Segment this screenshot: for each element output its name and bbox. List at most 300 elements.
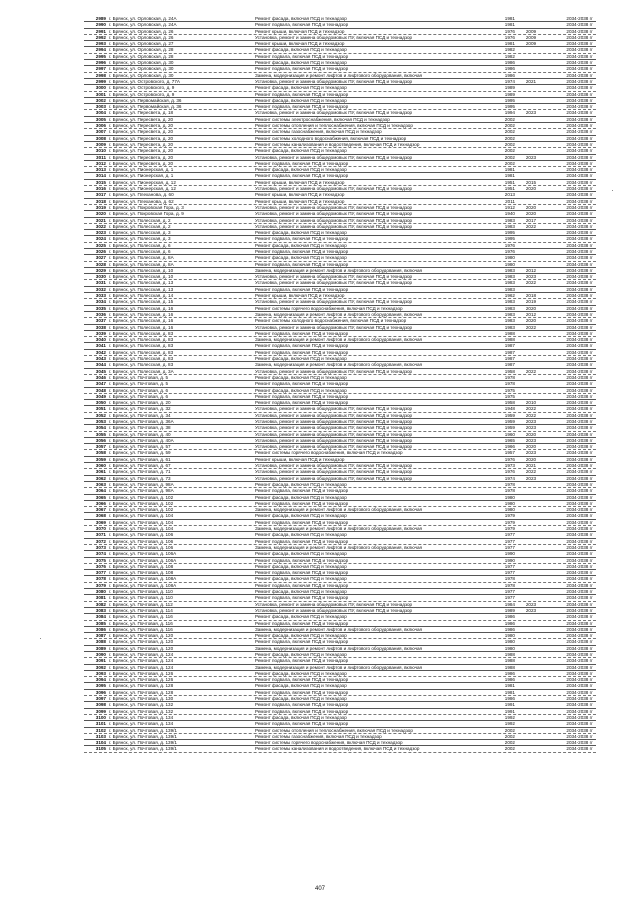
cell-y2 <box>519 551 543 556</box>
cell-y2: 2023 <box>525 425 537 431</box>
cell-y2 <box>519 646 543 651</box>
cell-addr: г. Брянск, ул. Почтовая, д. 124 <box>109 658 174 664</box>
cell-addr: г. Брянск, ул. Почтовая, д. 112 <box>109 601 173 607</box>
cell-work: Ремонт фасада, включая ПСД и технадзор <box>255 651 347 657</box>
cell-y1: 1975 <box>504 387 515 393</box>
cell-per: 2034-2038 гг <box>566 740 593 746</box>
cell-per: 2034-2038 гг <box>566 274 593 280</box>
cell-y1: 1976 <box>504 248 515 254</box>
cell-per: 2034-2038 гг <box>566 53 593 59</box>
cell-y2: 2020 <box>525 305 537 311</box>
cell-y2 <box>519 249 543 254</box>
cell-work: Ремонт системы холодного водоснабжения, включая ПСД и технадзор <box>255 318 407 324</box>
cell-work: Установка, ремонт и замена общедомовых ПУ, включая ПСД и технадзор <box>255 204 413 210</box>
cell-num: 3037 <box>95 318 106 324</box>
cell-num: 3010 <box>95 148 106 154</box>
cell-work: Ремонт подвала, включая ПСД и технадзор <box>255 248 349 254</box>
cell-num: 3062 <box>95 475 106 481</box>
cell-per: 2034-2038 гг <box>566 733 593 739</box>
cell-per: 2034-2038 гг <box>566 714 593 720</box>
cell-work: Ремонт подвала, включая ПСД и технадзор <box>255 343 349 349</box>
cell-y1: 1980 <box>504 639 515 645</box>
cell-work: Установка, ремонт и замена общедомовых ПУ, включая ПСД и технадзор <box>255 368 413 374</box>
cell-y1: 1986 <box>504 620 515 626</box>
cell-work: Ремонт фасада, включая ПСД и технадзор <box>255 576 347 582</box>
cell-addr: г. Брянск, ул. Первомайская, д. 36 <box>109 104 182 110</box>
cell-per: 2034-2038 гг <box>566 412 593 418</box>
cell-num: 3071 <box>95 532 106 538</box>
cell-num: 3052 <box>95 412 106 418</box>
cell-y1: 1989 <box>504 85 515 91</box>
cell-y1: 1986 <box>504 696 515 702</box>
cell-y1: 1940 <box>504 211 515 217</box>
cell-per: 2034-2038 гг <box>566 305 593 311</box>
cell-y2: 2012 <box>525 267 537 273</box>
cell-y2 <box>519 375 543 380</box>
cell-per: 2034-2038 гг <box>566 425 593 431</box>
cell-addr: г. Брянск, ул. Пересвета, д. 20 <box>109 123 174 129</box>
cell-addr: г. Брянск, ул. Пересвета, д. 18 <box>109 110 174 116</box>
cell-work: Установка, ремонт и замена общедомовых ПУ, включая ПСД и технадзор <box>255 78 413 84</box>
cell-work: Ремонт системы газоснабжения, включая ПСД и технадзор <box>255 129 382 135</box>
cell-per: 2034-2038 гг <box>566 16 593 21</box>
cell-y1: 1978 <box>504 488 515 494</box>
cell-y2 <box>519 583 543 588</box>
cell-addr: г. Брянск, ул. Почтовая, д. 132 <box>109 702 174 708</box>
cell-y1: 1983 <box>504 267 515 273</box>
cell-num: 3095 <box>95 683 106 689</box>
page-number: 407 <box>314 886 325 892</box>
cell-y1: 1991 <box>504 708 515 714</box>
cell-y1: 1989 <box>504 607 515 613</box>
cell-y2 <box>519 343 543 348</box>
cell-addr: г. Брянск, ул. Покровская Гора, д. 3 <box>109 204 184 210</box>
cell-num: 3076 <box>95 563 106 569</box>
cell-per: 2034-2038 гг <box>566 324 593 330</box>
cell-per: 2034-2038 гг <box>566 431 593 437</box>
cell-addr: г. Брянск, ул. Почтовая, д. 67 <box>109 463 171 469</box>
cell-y1: 1987 <box>504 349 515 355</box>
cell-addr: г. Брянск, ул. Островского, д. 9 <box>109 85 175 91</box>
cell-addr: г. Брянск, ул. Островского, д. 77А <box>109 78 180 84</box>
cell-y1: 1991 <box>504 702 515 708</box>
cell-per: 2034-2038 гг <box>566 374 593 380</box>
cell-addr: г. Брянск, ул. Полесская, д. 83 <box>109 337 174 343</box>
cell-y2 <box>519 621 543 626</box>
cell-y1: 1988 <box>504 330 515 336</box>
cell-num: 3058 <box>95 450 106 456</box>
cell-num: 3048 <box>95 387 106 393</box>
cell-addr: г. Брянск, ул. Орловская, д. 24А <box>109 22 177 28</box>
cell-addr: г. Брянск, ул. Почтовая, д. 108А <box>109 576 177 582</box>
cell-y2 <box>519 558 543 563</box>
cell-y2 <box>519 73 543 78</box>
cell-y1: 1984 <box>504 601 515 607</box>
cell-work: Ремонт подвала, включая ПСД и технадзор <box>255 677 349 683</box>
cell-y1: 1976 <box>504 456 515 462</box>
cell-per: 2034-2038 гг <box>566 343 593 349</box>
cell-y2 <box>519 746 543 751</box>
cell-y1: 1981 <box>504 167 515 173</box>
cell-work: Ремонт фасада, включая ПСД и технадзор <box>255 167 347 173</box>
cell-num: 3004 <box>95 110 106 116</box>
cell-y1: 1995 <box>504 236 515 242</box>
cell-per: 2034-2038 гг <box>566 261 593 267</box>
cell-work: Установка, ремонт и замена общедомовых ПУ, включая ПСД и технадзор <box>255 437 413 443</box>
cell-y1: 1974 <box>504 78 515 84</box>
cell-num: 3047 <box>95 381 106 387</box>
cell-y2 <box>519 85 543 90</box>
cell-per: 2034-2038 гг <box>566 72 593 78</box>
cell-work: Ремонт системы отопления и теплоснабжения, включая ПСД и технадзор <box>255 727 413 733</box>
cell-per: 2034-2038 гг <box>566 639 593 645</box>
cell-per: 2034-2038 гг <box>566 387 593 393</box>
cell-y1: 1983 <box>504 311 515 317</box>
cell-y1: 1951 <box>504 186 515 192</box>
cell-work: Установка, ремонт и замена общедомовых ПУ, включая ПСД и технадзор <box>255 324 413 330</box>
cell-num: 3083 <box>95 607 106 613</box>
cell-num: 3028 <box>95 261 106 267</box>
cell-y1: 2002 <box>504 746 515 752</box>
cell-num: 3023 <box>95 230 106 236</box>
cell-work: Ремонт подвала, включая ПСД и технадзор <box>255 286 349 292</box>
cell-y1: 1958 <box>504 368 515 374</box>
cell-y1: 1983 <box>504 299 515 305</box>
cell-addr: г. Брянск, ул. Орловская, д. 30 <box>109 66 174 72</box>
cell-y2 <box>519 388 543 393</box>
cell-addr: г. Брянск, ул. Полесская, д. 83 <box>109 349 174 355</box>
cell-addr: г. Брянск, ул. Почтовая, д. 124 <box>109 651 174 657</box>
cell-per: 2034-2038 гг <box>566 286 593 292</box>
cell-addr: г. Брянск, ул. Полесская, д. 3 <box>109 230 171 236</box>
cell-addr: г. Брянск, ул. Полесская, д. 3 <box>109 236 171 242</box>
cell-num: 3016 <box>95 186 106 192</box>
cell-work: Ремонт подвала, включая ПСД и технадзор <box>255 538 349 544</box>
cell-num: 2997 <box>95 66 106 72</box>
cell-y1: 1983 <box>504 286 515 292</box>
document-table <box>84 16 596 753</box>
cell-work: Установка, ремонт и замена общедомовых ПУ, включая ПСД и технадзор <box>255 444 413 450</box>
cell-work: Ремонт подвала, включая ПСД и технадзор <box>255 702 349 708</box>
cell-work: Ремонт фасада, включая ПСД и технадзор <box>255 589 347 595</box>
cell-per: 2034-2038 гг <box>566 702 593 708</box>
cell-addr: г. Брянск, ул. Пересвета, д. 20 <box>109 129 174 135</box>
cell-per: 2034-2038 гг <box>566 683 593 689</box>
cell-num: 3007 <box>95 129 106 135</box>
cell-per: 2034-2038 гг <box>566 633 593 639</box>
cell-y2 <box>519 173 543 178</box>
cell-work: Ремонт системы горячего водоснабжения, включая ПСД и технадзор <box>255 305 403 311</box>
cell-num: 3099 <box>95 708 106 714</box>
cell-per: 2034-2038 гг <box>566 437 593 443</box>
cell-y1: 1995 <box>504 104 515 110</box>
cell-y1: 1988 <box>504 664 515 670</box>
cell-y1: 1983 <box>504 274 515 280</box>
cell-y1: 1980 <box>504 507 515 513</box>
cell-per: 2034-2038 гг <box>566 475 593 481</box>
cell-addr: г. Брянск, ул. Почтовая, д. 73 <box>109 475 171 481</box>
cell-addr: г. Брянск, ул. Пересвета, д. 20 <box>109 160 174 166</box>
cell-work: Ремонт подвала, включая ПСД и технадзор <box>255 488 349 494</box>
cell-y1: 1980 <box>504 494 515 500</box>
cell-per: 2034-2038 гг <box>566 526 593 532</box>
cell-per: 2034-2038 гг <box>566 135 593 141</box>
cell-work: Ремонт подвала, включая ПСД и технадзор <box>255 620 349 626</box>
cell-y2 <box>519 564 543 569</box>
cell-work: Ремонт подвала, включая ПСД и технадзор <box>255 721 349 727</box>
cell-per: 2034-2038 гг <box>566 123 593 129</box>
cell-per: 2034-2038 гг <box>566 444 593 450</box>
cell-num: 3015 <box>95 179 106 185</box>
cell-num: 3054 <box>95 425 106 431</box>
cell-per: 2034-2038 гг <box>566 154 593 160</box>
cell-y1: 2002 <box>504 148 515 154</box>
cell-work: Ремонт фасада, включая ПСД и технадзор <box>255 563 347 569</box>
cell-work: Установка, ремонт и замена общедомовых ПУ, включая ПСД и технадзор <box>255 406 413 412</box>
cell-addr: г. Брянск, ул. Пересвета, д. 20 <box>109 148 174 154</box>
cell-num: 3075 <box>95 557 106 563</box>
cell-work: Установка, ремонт и замена общедомовых ПУ, включая ПСД и технадзор <box>255 217 413 223</box>
cell-y1: 1986 <box>504 614 515 620</box>
cell-y1: 2013 <box>504 192 515 198</box>
cell-per: 2034-2038 гг <box>566 230 593 236</box>
cell-y1: 1977 <box>504 532 515 538</box>
cell-y2 <box>519 740 543 745</box>
cell-y2: 2023 <box>525 450 537 456</box>
cell-addr: г. Брянск, ул. Почтовая, д. 108А <box>109 582 177 588</box>
cell-y2: 2015 <box>525 179 537 185</box>
cell-per: 2034-2038 гг <box>566 519 593 525</box>
cell-per: 2034-2038 гг <box>566 481 593 487</box>
cell-y1: 1959 <box>504 419 515 424</box>
cell-per: 2034-2038 гг <box>566 160 593 166</box>
cell-y2 <box>519 199 543 204</box>
cell-y2 <box>519 136 543 141</box>
cell-per: 2034-2038 гг <box>566 299 593 305</box>
cell-addr: г. Брянск, ул. Почтовая, д. 6 <box>109 393 169 399</box>
cell-num: 3017 <box>95 192 106 198</box>
cell-y2: 2022 <box>525 223 537 229</box>
cell-y1: 1995 <box>504 97 515 103</box>
cell-num: 3011 <box>96 154 106 160</box>
cell-work: Ремонт подвала, включая ПСД и технадзор <box>255 557 349 563</box>
cell-per: 2034-2038 гг <box>566 248 593 254</box>
cell-per: 2034-2038 гг <box>566 538 593 544</box>
cell-work: Ремонт подвала, включая ПСД и технадзор <box>255 500 349 506</box>
cell-num: 3024 <box>95 236 106 242</box>
cell-y2 <box>519 721 543 726</box>
cell-work: Ремонт подвала, включая ПСД и технадзор <box>255 570 349 576</box>
cell-y1: 1977 <box>504 563 515 569</box>
cell-num: 3096 <box>95 689 106 695</box>
cell-y1: 1979 <box>504 513 515 519</box>
cell-addr: г. Брянск, ул. Орловская, д. 26 <box>109 28 174 34</box>
cell-y1: 1983 <box>504 223 515 229</box>
cell-y1: 1980 <box>504 500 515 506</box>
cell-per: 2034-2038 гг <box>566 645 593 651</box>
cell-num: 3029 <box>95 267 106 273</box>
cell-per: 2034-2038 гг <box>566 614 593 620</box>
cell-y1: 1980 <box>504 255 515 261</box>
cell-num: 3049 <box>95 393 106 399</box>
cell-work: Ремонт системы канализования и водоотведения, включая ПСД и технадзор <box>255 141 420 147</box>
cell-per: 2034-2038 гг <box>566 450 593 456</box>
cell-per: 2034-2038 гг <box>566 78 593 84</box>
cell-addr: г. Брянск, ул. Почтовая, д. 120 <box>109 639 174 645</box>
cell-y1: 1981 <box>504 683 515 689</box>
cell-y2: 2021 <box>525 78 537 84</box>
cell-y2 <box>519 728 543 733</box>
cell-y2: 2020 <box>525 318 537 324</box>
cell-per: 2034-2038 гг <box>566 620 593 626</box>
cell-work: Установка, ремонт и замена общедомовых ПУ, включая ПСД и технадзор <box>255 186 413 192</box>
cell-addr: г. Брянск, ул. Плеханова, д. 62 <box>109 198 174 204</box>
cell-num: 3006 <box>95 123 106 129</box>
cell-work: Ремонт фасада, включая ПСД и технадзор <box>255 696 347 702</box>
cell-addr: г. Брянск, ул. Почтовая, д. 108 <box>109 570 174 576</box>
cell-y2: 2023 <box>525 154 537 160</box>
cell-y1: 2011 <box>505 198 515 204</box>
cell-work: Ремонт подвала, включая ПСД и технадзор <box>255 236 349 242</box>
cell-y2 <box>519 595 543 600</box>
cell-num: 3087 <box>95 633 106 639</box>
cell-y2: 2022 <box>525 280 537 286</box>
cell-y2 <box>519 501 543 506</box>
cell-per: 2034-2038 гг <box>566 337 593 343</box>
cell-num: 3102 <box>95 727 106 733</box>
cell-per: 2034-2038 гг <box>566 47 593 53</box>
cell-y1: 1992 <box>504 714 515 720</box>
cell-y2 <box>519 570 543 575</box>
cell-y2 <box>519 658 543 663</box>
cell-work: Ремонт фасада, включая ПСД и технадзор <box>255 614 347 620</box>
cell-num: 3073 <box>95 544 106 550</box>
table-row <box>84 746 596 752</box>
cell-num: 2996 <box>95 60 106 66</box>
cell-addr: г. Брянск, ул. Орловская, д. 28 <box>109 53 174 59</box>
cell-addr: г. Брянск, ул. Почтовая, д. 59 <box>109 450 171 456</box>
cell-work: Ремонт подвала, включая ПСД и технадзор <box>255 66 349 72</box>
cell-num: 3059 <box>95 456 106 462</box>
cell-addr: г. Брянск, ул. Почтовая, д. 128 <box>109 689 174 695</box>
cell-per: 2034-2038 гг <box>566 362 593 368</box>
cell-per: 2034-2038 гг <box>566 746 593 752</box>
cell-num: 3032 <box>95 286 106 292</box>
cell-y2: 2009 <box>525 34 537 40</box>
cell-y1: 1962 <box>504 293 515 299</box>
cell-work: Замена, модернизация и ремонт лифтов и лифтового оборудования, включая <box>255 645 423 651</box>
cell-y1: 2002 <box>504 733 515 739</box>
cell-y2: 2023 <box>525 607 537 613</box>
cell-work: Замена, модернизация и ремонт лифтов и лифтового оборудования, включая <box>255 337 423 343</box>
cell-per: 2034-2038 гг <box>566 173 593 179</box>
cell-y1: 2002 <box>504 123 515 129</box>
cell-y2: 2023 <box>525 419 537 424</box>
cell-y1: 1987 <box>504 343 515 349</box>
cell-num: 3104 <box>95 740 106 746</box>
cell-num: 3057 <box>95 444 106 450</box>
cell-per: 2034-2038 гг <box>566 406 593 412</box>
cell-addr: г. Брянск, ул. Почтовая, д. 130 <box>109 696 174 702</box>
cell-y1: 1986 <box>504 626 515 632</box>
cell-y2 <box>519 161 543 166</box>
cell-y1: 1965 <box>504 437 515 443</box>
cell-addr: г. Брянск, ул. Почтовая, д. 38 <box>109 425 171 431</box>
cell-per: 2034-2038 гг <box>566 551 593 557</box>
cell-num: 3050 <box>95 400 106 406</box>
cell-y2 <box>519 520 543 525</box>
cell-addr: г. Брянск, ул. Пионерская, д. 12 <box>109 186 176 192</box>
cell-per: 2034-2038 гг <box>566 400 593 406</box>
cell-y2 <box>519 192 543 197</box>
cell-y2: 2009 <box>525 41 537 47</box>
cell-addr: г. Брянск, ул. Почтовая, д. 120 <box>109 633 174 639</box>
cell-work: Ремонт фасада, включая ПСД и технадзор <box>255 481 347 487</box>
cell-work: Установка, ремонт и замена общедомовых ПУ, включая ПСД и технадзор <box>255 601 413 607</box>
cell-addr: г. Брянск, ул. Орловская, д. 30 <box>109 60 174 66</box>
cell-work: Ремонт фасада, включая ПСД и технадзор <box>255 97 347 103</box>
cell-addr: г. Брянск, ул. Полесская, д. 16 <box>109 318 174 324</box>
cell-addr: г. Брянск, ул. Орловская, д. 26 <box>109 34 174 40</box>
cell-y2 <box>519 22 543 27</box>
cell-addr: г. Брянск, ул. Пересвета, д. 20 <box>109 141 174 147</box>
cell-work: Ремонт подвала, включая ПСД и технадзор <box>255 53 349 59</box>
cell-y1: 1980 <box>504 261 515 267</box>
cell-num: 3026 <box>95 248 106 254</box>
cell-work: Ремонт крыши, включая ПСД и технадзор <box>255 192 345 198</box>
cell-per: 2034-2038 гг <box>566 91 593 97</box>
cell-y2 <box>519 331 543 336</box>
cell-num: 3008 <box>95 135 106 141</box>
cell-work: Ремонт подвала, включая ПСД и технадзор <box>255 595 349 601</box>
cell-per: 2034-2038 гг <box>566 311 593 317</box>
cell-y1: 2002 <box>504 129 515 135</box>
cell-y2 <box>519 526 543 531</box>
cell-y1: 1974 <box>504 475 515 481</box>
cell-y1: 1975 <box>504 393 515 399</box>
cell-work: Ремонт подвала, включая ПСД и технадзор <box>255 582 349 588</box>
cell-addr: г. Брянск, ул. Почтовая, д. 40 <box>109 431 171 437</box>
cell-addr: г. Брянск, ул. Почтовая, д. 134 <box>109 721 174 727</box>
cell-y2: 2020 <box>525 431 537 437</box>
cell-work: Ремонт фасада, включая ПСД и технадзор <box>255 714 347 720</box>
cell-y1: 1986 <box>504 670 515 676</box>
cell-work: Ремонт фасада, включая ПСД и технадзор <box>255 16 347 21</box>
cell-num: 3039 <box>95 330 106 336</box>
cell-y2: 2010 <box>525 400 537 406</box>
cell-addr: г. Брянск, ул. Почтовая, д. 126 <box>109 670 174 676</box>
cell-per: 2034-2038 гг <box>566 104 593 110</box>
cell-per: 2034-2038 гг <box>566 192 593 198</box>
cell-work: Ремонт подвала, включая ПСД и технадзор <box>255 639 349 645</box>
cell-addr: г. Брянск, ул. Почтовая, д. 134 <box>109 714 174 720</box>
cell-addr: г. Брянск, ул. Полесская, д. 13 <box>109 280 174 286</box>
cell-per: 2034-2038 гг <box>566 356 593 362</box>
cell-per: 2034-2038 гг <box>566 532 593 538</box>
cell-addr: г. Брянск, ул. Почтовая, д. 102 <box>109 507 174 513</box>
cell-y2: 2023 <box>525 110 537 116</box>
cell-addr: г. Брянск, ул. Почтовая, д. 139/1 <box>109 727 177 733</box>
cell-addr: г. Брянск, ул. Почтовая, д. 104 <box>109 519 174 525</box>
cell-work: Установка, ремонт и замена общедомовых ПУ, включая ПСД и технадзор <box>255 425 413 431</box>
cell-num: 3103 <box>95 733 106 739</box>
cell-num: 3033 <box>95 293 106 299</box>
cell-y2 <box>519 671 543 676</box>
cell-y1: 1978 <box>504 481 515 487</box>
cell-y1: 1986 <box>504 66 515 72</box>
cell-num: 3105 <box>95 746 106 752</box>
cell-addr: г. Брянск, ул. Почтовая, д. 61 <box>109 456 171 462</box>
